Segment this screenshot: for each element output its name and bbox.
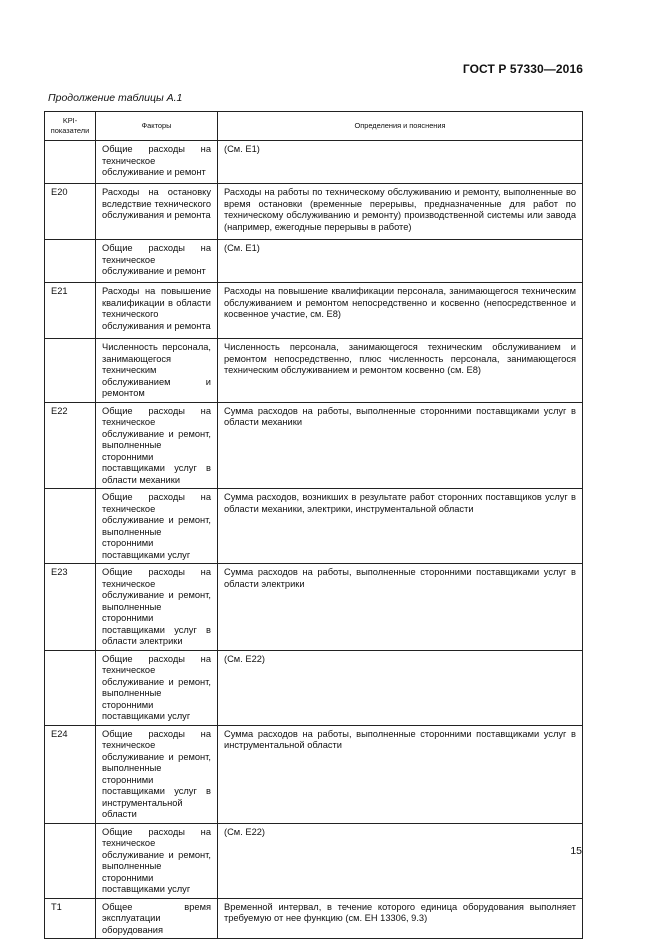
- table-row: [45, 823, 583, 898]
- kpi-cell: E22: [45, 402, 96, 489]
- column-header-factors: Факторы: [96, 112, 218, 141]
- definition-cell: Расходы на повышение квалификации персонала, занимающегося техническим обслуживанием и ремонтом непосредственно и косвенно (непосредственное и косвенное участие, см. E8): [218, 283, 583, 339]
- table-row: [45, 402, 583, 489]
- factor-cell: Общее время эксплуатации оборудования: [96, 898, 218, 939]
- table-header-row: [45, 112, 583, 141]
- definition-cell: Сумма расходов на работы, выполненные сторонними поставщиками услуг в области механики: [218, 402, 583, 489]
- definition-cell: Сумма расходов на работы, выполненные сторонними поставщиками услуг в области электрики: [218, 564, 583, 651]
- kpi-cell: [45, 240, 96, 283]
- factor-cell: Общие расходы на техническое обслуживание и ремонт: [96, 141, 218, 184]
- kpi-cell: [45, 339, 96, 403]
- table-row: [45, 489, 583, 564]
- factor-cell: Общие расходы на техническое обслуживание и ремонт, выполненные сторонними поставщиками услуг в инструментальной области: [96, 725, 218, 823]
- kpi-cell: T1: [45, 898, 96, 939]
- column-header-definitions: Определения и пояснения: [218, 112, 583, 141]
- table-row: [45, 650, 583, 725]
- table-row: [45, 564, 583, 651]
- document-code: ГОСТ Р 57330—2016: [462, 62, 583, 76]
- column-header-kpi: KPI-показатели: [45, 112, 96, 141]
- factor-cell: Общие расходы на техническое обслуживание и ремонт, выполненные сторонними поставщиками услуг: [96, 823, 218, 898]
- factor-cell: Общие расходы на техническое обслуживание и ремонт, выполненные сторонними поставщиками услуг в области электрики: [96, 564, 218, 651]
- definition-cell: (См. E22): [218, 650, 583, 725]
- page-number: 15: [570, 845, 582, 857]
- table-row: [45, 339, 583, 403]
- definition-cell: (См. E22): [218, 823, 583, 898]
- table-row: [45, 283, 583, 339]
- factor-cell: Общие расходы на техническое обслуживание и ремонт, выполненные сторонними поставщиками услуг в области механики: [96, 402, 218, 489]
- table-row: [45, 141, 583, 184]
- kpi-cell: E20: [45, 184, 96, 240]
- kpi-cell: [45, 650, 96, 725]
- factor-cell: Общие расходы на техническое обслуживание и ремонт, выполненные сторонними поставщиками услуг: [96, 489, 218, 564]
- definition-cell: Сумма расходов, возникших в результате работ сторонних поставщиков услуг в области механики, электрики, инструментальной области: [218, 489, 583, 564]
- definition-cell: Временной интервал, в течение которого единица оборудования выполняет требуемую от нее функцию (см. ЕН 13306, 9.3): [218, 898, 583, 939]
- factor-cell: Общие расходы на техническое обслуживание и ремонт: [96, 240, 218, 283]
- table-row: [45, 898, 583, 939]
- kpi-cell: E24: [45, 725, 96, 823]
- definition-cell: Расходы на работы по техническому обслуживанию и ремонту, выполненные во время остановки (временные перерывы, предназначенные для работ по техническому обслуживанию и ремонту) производственной системы или завода (например, ежегодные перерывы в работе): [218, 184, 583, 240]
- kpi-cell: E23: [45, 564, 96, 651]
- factor-cell: Расходы на повышение квалификации в области технического обслуживания и ремонта: [96, 283, 218, 339]
- definition-cell: (См. E1): [218, 141, 583, 184]
- kpi-cell: [45, 823, 96, 898]
- table-row: [45, 184, 583, 240]
- table-row: [45, 240, 583, 283]
- factor-cell: Общие расходы на техническое обслуживание и ремонт, выполненные сторонними поставщиками услуг: [96, 650, 218, 725]
- definition-cell: Численность персонала, занимающегося техническим обслуживанием и ремонтом непосредственно, плюс численность персонала, занимающегося техническим обслуживанием и ремонтом косвенно (см. E8): [218, 339, 583, 403]
- factor-cell: Численность персонала, занимающегося техническим обслуживанием и ремонтом: [96, 339, 218, 403]
- kpi-table: [44, 111, 583, 939]
- kpi-cell: [45, 141, 96, 184]
- table-row: [45, 725, 583, 823]
- definition-cell: Сумма расходов на работы, выполненные сторонними поставщиками услуг в инструментальной области: [218, 725, 583, 823]
- kpi-cell: [45, 489, 96, 564]
- kpi-cell: E21: [45, 283, 96, 339]
- table-caption: Продолжение таблицы А.1: [48, 92, 183, 104]
- factor-cell: Расходы на остановку вследствие технического обслуживания и ремонта: [96, 184, 218, 240]
- definition-cell: (См. E1): [218, 240, 583, 283]
